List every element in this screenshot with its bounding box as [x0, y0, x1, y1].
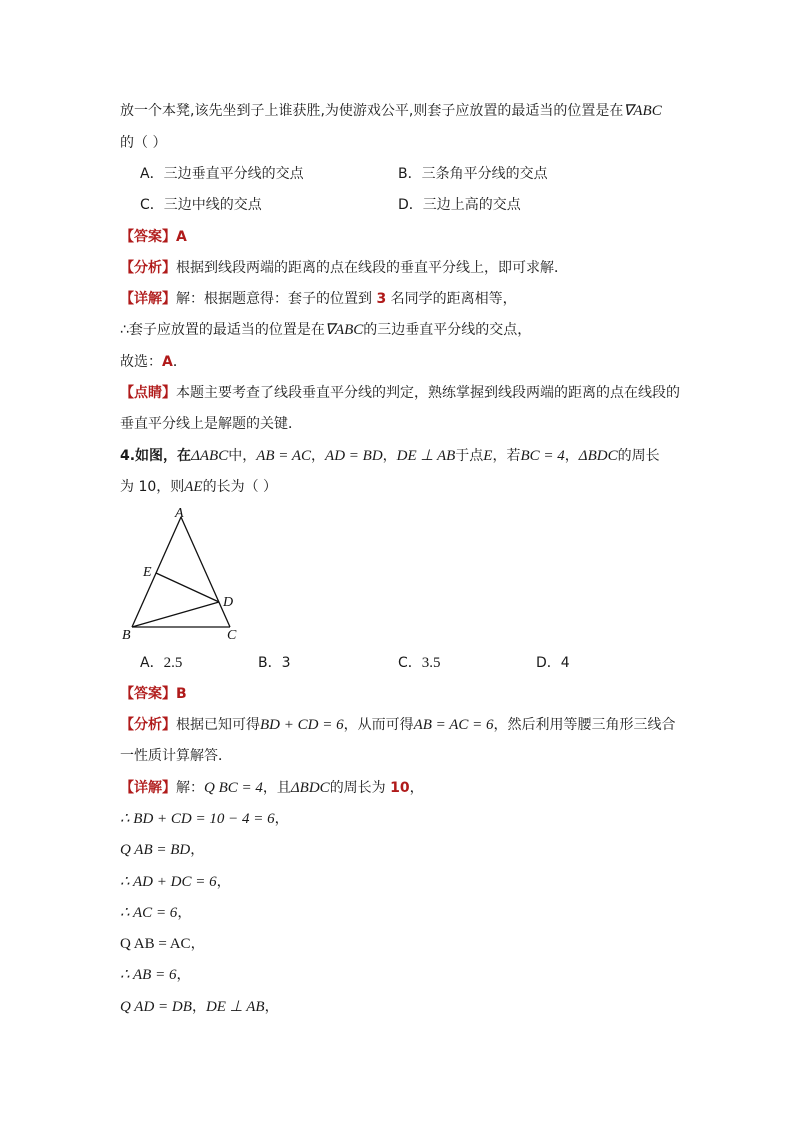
q3-therefore [120, 320, 531, 340]
q4-stem-line2 [120, 477, 277, 497]
q4-detail-p3: 的周长为 [329, 780, 391, 796]
q4-step-1-end: ， [274, 811, 289, 827]
q4-step-6-end: ， [176, 967, 191, 983]
q4-stem-p2: 中， [228, 448, 257, 464]
q4-option-a-tag: A． [140, 655, 164, 671]
q4-step-1 [120, 809, 289, 829]
q4-stem-sep1: ， [311, 448, 326, 464]
segment-bd [132, 602, 219, 627]
q3-option-b: B．三条角平分线的交点 [398, 166, 548, 182]
q4-step-4-end: ， [177, 905, 192, 921]
segment-de [156, 573, 219, 602]
q4-stem-sep2: ， [382, 448, 397, 464]
q3-stem-line1 [120, 101, 662, 121]
q3-detail-num: 3 [376, 291, 387, 307]
q4-step-5 [120, 934, 205, 954]
q4-option-d: D．4 [536, 655, 570, 671]
q4-step-6 [120, 965, 190, 985]
q4-step-7-end: ， [264, 999, 279, 1015]
q4-detail-triangle-bdc: ΔBDC [290, 780, 330, 796]
q3-comment-line2: 垂直平分线上是解题的关键． [120, 416, 302, 432]
q3-option-c: C．三边中线的交点 [140, 197, 262, 213]
q4-detail-num: 10 [390, 780, 410, 796]
q4-step-4-eq: ∴ AC = 6 [120, 905, 178, 921]
q3-comment-tag: 【点睛】 [120, 385, 176, 401]
q4-step-2 [120, 840, 204, 860]
q4-analysis-line1 [120, 715, 676, 735]
q3-choose-end: ． [172, 354, 187, 370]
q4-detail-p4: ， [409, 780, 424, 796]
q3-comment-line1 [120, 383, 680, 403]
q3-answer-value: A [176, 229, 187, 245]
q4-step-1-eq: ∴ BD + CD = 10 − 4 = 6 [120, 811, 275, 827]
q4-step-3-end: ， [216, 874, 231, 890]
q4-answer [120, 684, 187, 704]
q4-analysis-tag: 【分析】 [120, 717, 176, 733]
q4-stem-eq2: AD = BD [325, 448, 383, 464]
q3-detail [120, 289, 517, 309]
q3-therefore-suffix: 的三边垂直平分线的交点， [363, 322, 532, 338]
q3-answer-tag: 【答案】 [120, 229, 176, 245]
q4-stem-eq3: DE ⊥ AB [396, 448, 456, 464]
q4-step-3 [120, 872, 231, 892]
q4-option-b: B．3 [258, 655, 291, 671]
q4-stem-p5: 的周长 [617, 448, 660, 464]
q4-analysis-eq1: BD + CD = 6 [260, 717, 344, 733]
q3-therefore-prefix: ∴套子应放置的最适当的位置是在 [120, 322, 325, 338]
q4-option-a-value: 2.5 [163, 655, 183, 671]
label-e: E [143, 565, 152, 580]
q4-option-a [140, 653, 182, 673]
q4-stem-segment-ae: AE [184, 479, 203, 495]
q3-stem-text: 放一个本凳,该先坐到子上谁获胜,为使游戏公平,则套子应放置的最适当的位置是在 [120, 103, 624, 119]
q4-detail [120, 778, 424, 798]
segment-ab [132, 517, 181, 627]
q4-detail-p1: 解： [176, 780, 204, 796]
q4-analysis-line2: 一性质计算解答． [120, 748, 232, 764]
q4-detail-eq1: Q BC = 4 [204, 780, 263, 796]
q4-answer-tag: 【答案】 [120, 686, 176, 702]
q4-option-c-tag: C． [398, 655, 422, 671]
q4-stem-p4: ，若 [492, 448, 521, 464]
q3-therefore-triangle: ∇ABC [324, 322, 364, 338]
q3-analysis [120, 258, 568, 278]
q3-detail-text2: 名同学的距离相等， [386, 291, 517, 307]
q3-option-a: A．三边垂直平分线的交点 [140, 166, 304, 182]
q3-choose-text: 故选： [120, 354, 162, 370]
q4-stem-triangle-abc: ΔABC [191, 448, 229, 464]
q4-step-2-eq: Q AB = BD [120, 842, 191, 858]
q3-stem-triangle: ∇ABC [623, 103, 662, 119]
q4-answer-value: B [176, 686, 187, 702]
label-a: A [175, 506, 184, 521]
q4-step-5-eq: Q AB = AC [120, 936, 191, 952]
q4-stem-p1: 4.如图，在 [120, 448, 192, 464]
q4-analysis-eq2: AB = AC = 6 [413, 717, 494, 733]
q4-stem-line2-p2: 的长为（ ） [202, 479, 278, 495]
label-c: C [227, 628, 237, 643]
q3-analysis-text: 根据到线段两端的距离的点在线段的垂直平分线上，即可求解． [176, 260, 568, 276]
label-b: B [122, 628, 131, 643]
triangle-diagram [116, 505, 246, 645]
q3-option-d: D．三边上高的交点 [398, 197, 521, 213]
q4-stem-triangle-bdc: ΔBDC [578, 448, 618, 464]
q4-step-4 [120, 903, 191, 923]
q4-analysis-p1: 根据已知可得 [176, 717, 260, 733]
q4-step-7 [120, 997, 279, 1017]
q3-choose [120, 352, 187, 372]
q4-stem-sep3: ， [564, 448, 579, 464]
label-d: D [223, 595, 234, 610]
q4-stem-p3: 于点 [455, 448, 484, 464]
q4-analysis-p3: ，然后利用等腰三角形三线合 [493, 717, 676, 733]
q3-choose-value: A [162, 354, 173, 370]
q4-detail-tag: 【详解】 [120, 780, 176, 796]
q4-triangle-figure [116, 505, 246, 645]
q3-analysis-tag: 【分析】 [120, 260, 176, 276]
q3-stem-line2: 的（ ） [120, 135, 167, 151]
q4-step-7-sep: ， [191, 999, 206, 1015]
q4-step-7-eq2: DE ⊥ AB [205, 999, 265, 1015]
q4-stem-line2-p1: 为 10，则 [120, 479, 185, 495]
q3-comment-text1: 本题主要考查了线段垂直平分线的判定，熟练掌握到线段两端的距离的点在线段的 [176, 385, 680, 401]
q4-option-c [398, 653, 441, 673]
q3-detail-tag: 【详解】 [120, 291, 176, 307]
q4-step-2-end: ， [190, 842, 205, 858]
q4-analysis-p2: ，从而可得 [343, 717, 414, 733]
q4-step-3-eq: ∴ AD + DC = 6 [120, 874, 217, 890]
q4-step-5-end: ， [190, 936, 205, 952]
q4-stem-eq1: AB = AC [256, 448, 312, 464]
q3-answer [120, 227, 187, 247]
q4-stem-point-e: E [483, 448, 493, 464]
q4-stem-line1 [120, 446, 660, 466]
q3-detail-text1: 解：根据题意得：套子的位置到 [176, 291, 377, 307]
q4-step-7-eq1: Q AD = DB [120, 999, 192, 1015]
q4-stem-eq4: BC = 4 [520, 448, 565, 464]
q4-detail-p2: ，且 [262, 780, 291, 796]
q4-option-c-value: 3.5 [421, 655, 441, 671]
q4-step-6-eq: ∴ AB = 6 [120, 967, 177, 983]
